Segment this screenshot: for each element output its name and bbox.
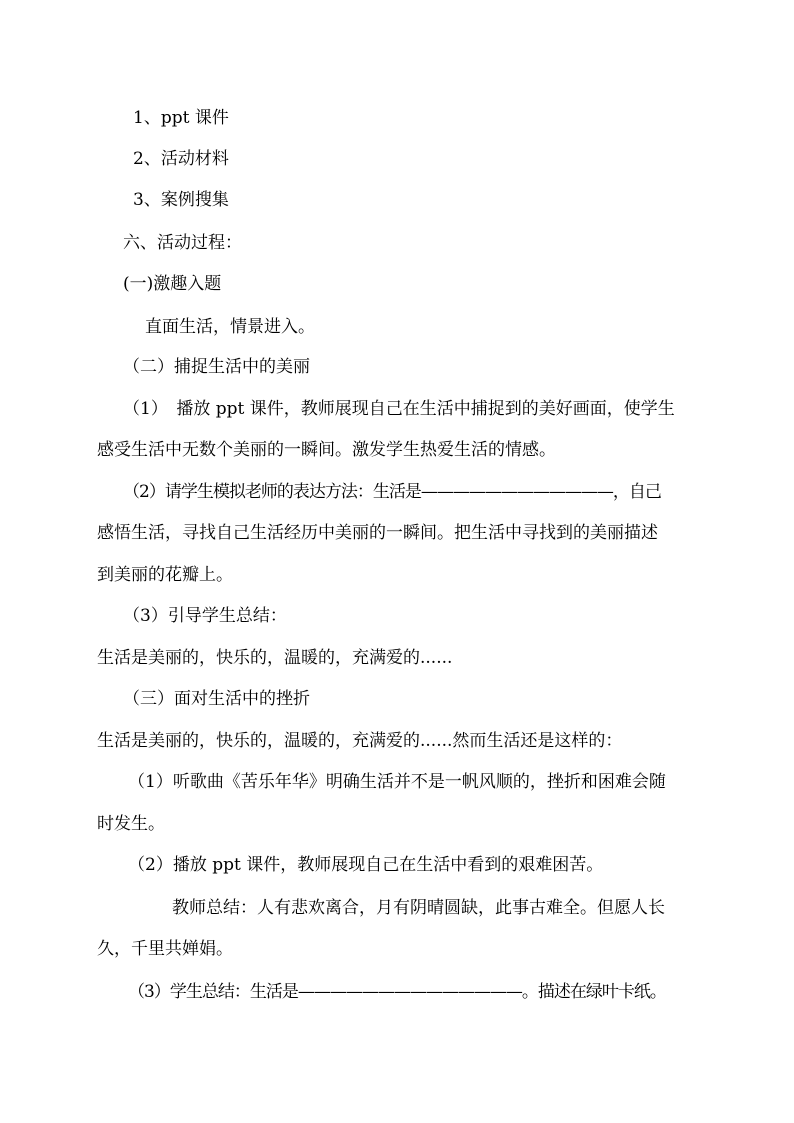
paragraph-song-line2: 时发生。 — [97, 814, 165, 834]
section-heading-process: 六、活动过程： — [123, 233, 242, 253]
paragraph-step2-line1: （2）请学生模拟老师的表达方法：生活是————————————，自己 — [123, 482, 661, 502]
paragraph-teacher-summary-line1: 教师总结：人有悲欢离合，月有阴晴圆缺，此事古难全。但愿人长 — [172, 898, 665, 918]
paragraph-teacher-summary-line2: 久，千里共婵娟。 — [97, 939, 233, 959]
subheading-capture-beauty: （二）捕捉生活中的美丽 — [123, 357, 310, 377]
paragraph-student-summary: （3）学生总结：生活是——————————————。描述在绿叶卡纸。 — [128, 982, 666, 1002]
paragraph-ppt-hardship: （2）播放 ppt 课件，教师展现自己在生活中看到的艰难困苦。 — [128, 855, 604, 875]
paragraph-summary: 生活是美丽的，快乐的，温暖的，充满爱的...... — [97, 648, 453, 668]
list-item-materials: 2、活动材料 — [133, 149, 229, 169]
paragraph-song-line1: （1）听歌曲《苦乐年华》明确生活并不是一帆风顺的，挫折和困难会随 — [128, 772, 666, 792]
subheading-face-setbacks: （三）面对生活中的挫折 — [123, 689, 310, 709]
paragraph-setbacks-intro: 生活是美丽的，快乐的，温暖的，充满爱的......然而生活还是这样的： — [97, 731, 623, 751]
paragraph-step1-line2: 感受生活中无数个美丽的一瞬间。激发学生热爱生活的情感。 — [97, 440, 556, 460]
paragraph-intro: 直面生活，情景进入。 — [145, 317, 315, 337]
list-item-ppt: 1、ppt 课件 — [133, 108, 229, 128]
paragraph-step1-line1: （1） 播放 ppt 课件，教师展现自己在生活中捕捉到的美好画面，使学生 — [123, 399, 675, 419]
list-item-cases: 3、案例搜集 — [133, 190, 229, 210]
paragraph-step2-line2: 感悟生活，寻找自己生活经历中美丽的一瞬间。把生活中寻找到的美丽描述 — [97, 523, 658, 543]
paragraph-step3: （3）引导学生总结： — [123, 606, 287, 626]
subheading-intro: (一)激趣入题 — [123, 274, 222, 294]
paragraph-step2-line3: 到美丽的花瓣上。 — [97, 565, 233, 585]
